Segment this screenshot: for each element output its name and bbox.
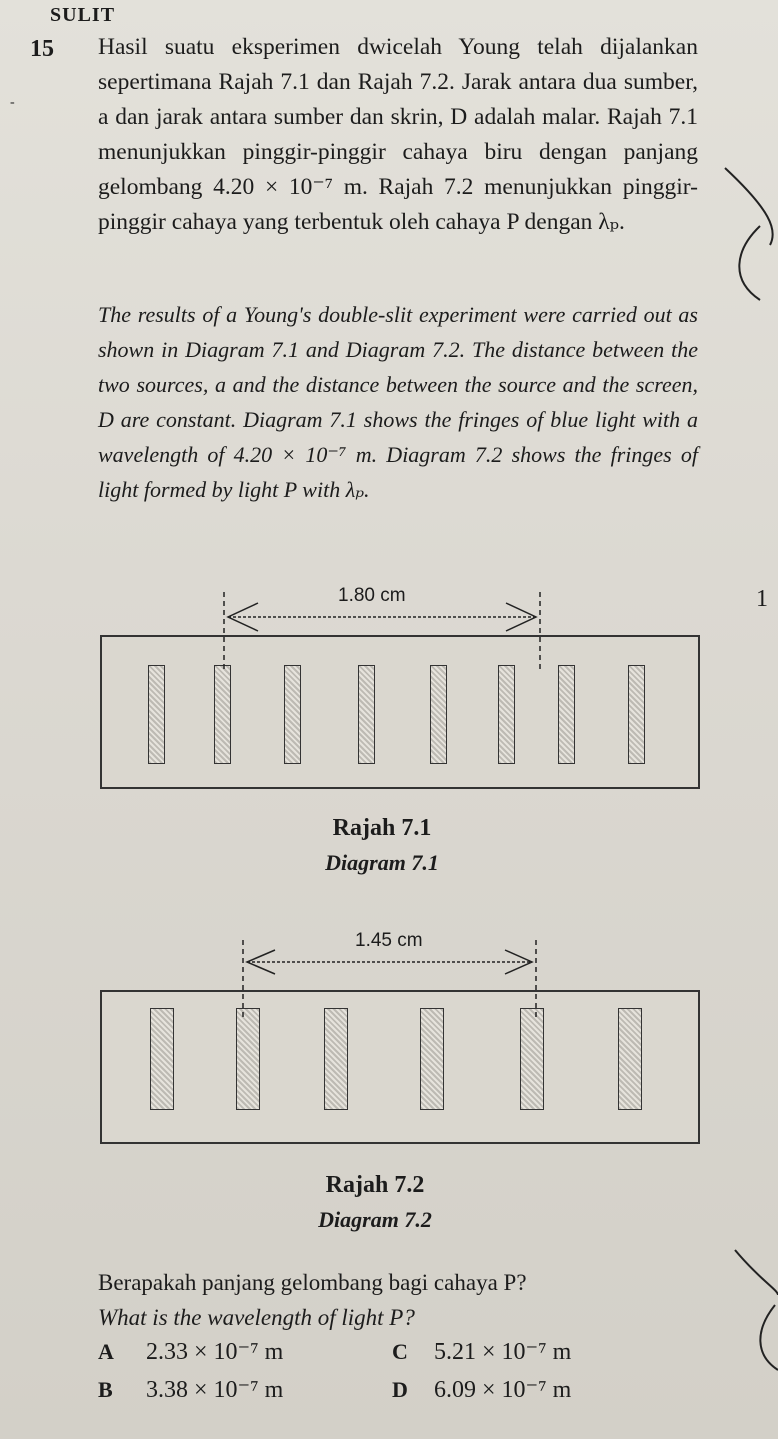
diagram1-caption-malay: Rajah 7.1 bbox=[332, 815, 432, 841]
question-ask-english: What is the wavelength of light P? bbox=[98, 1305, 415, 1330]
option-a-value[interactable]: 2.33 × 10⁻⁷ m bbox=[146, 1339, 284, 1365]
question-text-english: The results of a Young's double-slit experiment were carried out as shown in Diagram 7.1 and Diagram 7.2. The distance between the two sources, a and the distance between the source and the screen, D are constant. Diagram 7.1 shows the fringes of blue light with a wavelength of 4.20 × 10⁻⁷ m. Diagram 7.2 shows the fringes of light formed by light P with λₚ. bbox=[98, 302, 698, 502]
diagram2-caption-malay: Rajah 7.2 bbox=[325, 1172, 425, 1198]
margin-curve-bottom bbox=[735, 1250, 778, 1370]
question-ask-malay: Berapakah panjang gelombang bagi cahaya P? bbox=[98, 1270, 527, 1295]
margin-dash: - bbox=[10, 95, 15, 110]
diagram2-caption-english: Diagram 7.2 bbox=[318, 1207, 432, 1232]
option-a-letter[interactable]: A bbox=[98, 1339, 114, 1364]
option-b-value[interactable]: 3.38 × 10⁻⁷ m bbox=[146, 1377, 284, 1403]
header-label: SULIT bbox=[50, 4, 116, 26]
side-mark: 1 bbox=[756, 586, 768, 612]
option-c-value[interactable]: 5.21 × 10⁻⁷ m bbox=[434, 1339, 572, 1365]
option-d-value[interactable]: 6.09 × 10⁻⁷ m bbox=[434, 1377, 572, 1403]
diagram1-caption-english: Diagram 7.1 bbox=[325, 850, 439, 875]
option-b-letter[interactable]: B bbox=[98, 1377, 113, 1402]
diagram2-arrow-left bbox=[247, 950, 275, 974]
margin-curve-top bbox=[725, 168, 773, 300]
question-number: 15 bbox=[30, 36, 54, 62]
diagram2-distance-label: 1.45 cm bbox=[355, 930, 423, 951]
diagram1-distance-label: 1.80 cm bbox=[338, 585, 406, 606]
question-text-malay: Hasil suatu eksperimen dwicelah Young telah dijalankan sepertimana Rajah 7.1 dan Rajah 7.2. Jarak antara dua sumber, a dan jarak antara sumber dan skrin, D adalah malar. Rajah 7.1 menunjukkan pinggir-pinggir cahaya biru dengan panjang gelombang 4.20 × 10⁻⁷ m. Rajah 7.2 menunjukkan pinggir-pinggir cahaya yang terbentuk oleh cahaya P dengan λₚ. bbox=[98, 34, 698, 235]
option-d-letter[interactable]: D bbox=[392, 1377, 408, 1402]
option-c-letter[interactable]: C bbox=[392, 1339, 408, 1364]
